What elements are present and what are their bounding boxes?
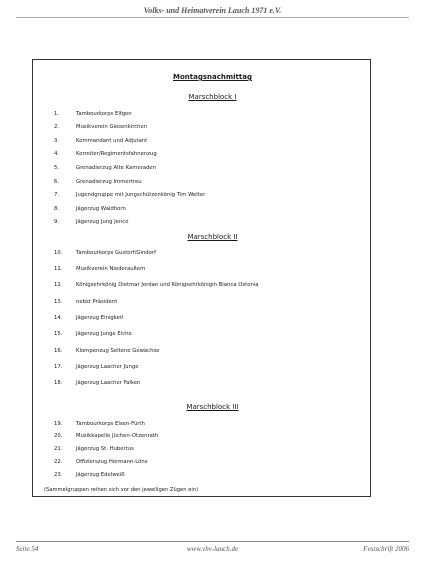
list-item: 17. Jägerzug Laacher Junge (54, 364, 139, 370)
list-item: 2. Musikverein Giesenkirchen (54, 124, 148, 130)
page-header-title: Volks- und Heimatverein Lauch 1971 e.V. (143, 6, 282, 15)
list-item: 22. Offizierszug Hermann-Löns (54, 459, 148, 465)
list-item: 23. Jägerzug Edelweiß (54, 472, 125, 478)
list-item: 19. Tambourkorps Elsen-Fürth (54, 421, 145, 427)
list-item: 7. Jugendgruppe mit Jungschützenkönig Tim Welter (54, 192, 206, 198)
page-number: Seite 54 (16, 545, 39, 553)
list-item: 12. Königsehrkönig Dietmar Jordan und Königsehrkönigin Bianca Ostonia (54, 282, 259, 288)
document-title: Montagsnachmittag (173, 73, 252, 81)
list-item: 8. Jägerzug Waldhorn (54, 206, 126, 212)
list-item: 3. Kommandant und Adjutant (54, 138, 148, 144)
publication-name: Festschrift 2006 (363, 545, 409, 553)
block-title-3: Marschblock III (186, 403, 239, 411)
list-item: 4. Korreiter/Regimentsfahnenzug (54, 151, 157, 157)
list-item: 21. Jägerzug St. Hubertus (54, 446, 134, 452)
list-item: 16. Klompenzug Seltene Gewächse (54, 348, 160, 354)
list-item: 15. Jägerzug Junge Eiche (54, 331, 132, 337)
list-item: 9. Jägerzug Jung Jenco (54, 219, 129, 225)
header-divider (16, 17, 409, 18)
footnote: (Sammelgruppen reihen sich vor den jeweiligen Zügen ein) (44, 487, 199, 493)
list-item: 13. nebst Präsident (54, 299, 118, 305)
website-url: www.vhv-lauch.de (186, 545, 239, 553)
list-item: 10. Tambourkorps Gustorf/Gindorf (54, 250, 156, 256)
footer-divider (16, 541, 409, 542)
list-item: 20. Musikkapelle Jüchen-Otzenrath (54, 433, 159, 439)
list-item: 11. Musikverein Niederaußem (54, 266, 146, 272)
list-item: 14. Jägerzug Einigkeit (54, 315, 124, 321)
block-title-1: Marschblock I (188, 93, 237, 101)
list-item: 5. Grenadierzug Alte Kameraden (54, 165, 157, 171)
block-title-2: Marschblock II (187, 233, 238, 241)
list-item: 1. Tambourkorps Elfgen (54, 111, 132, 117)
list-item: 18. Jägerzug Laacher Falken (54, 380, 141, 386)
list-item: 6. Grenadierzug Immertreu (54, 179, 142, 185)
